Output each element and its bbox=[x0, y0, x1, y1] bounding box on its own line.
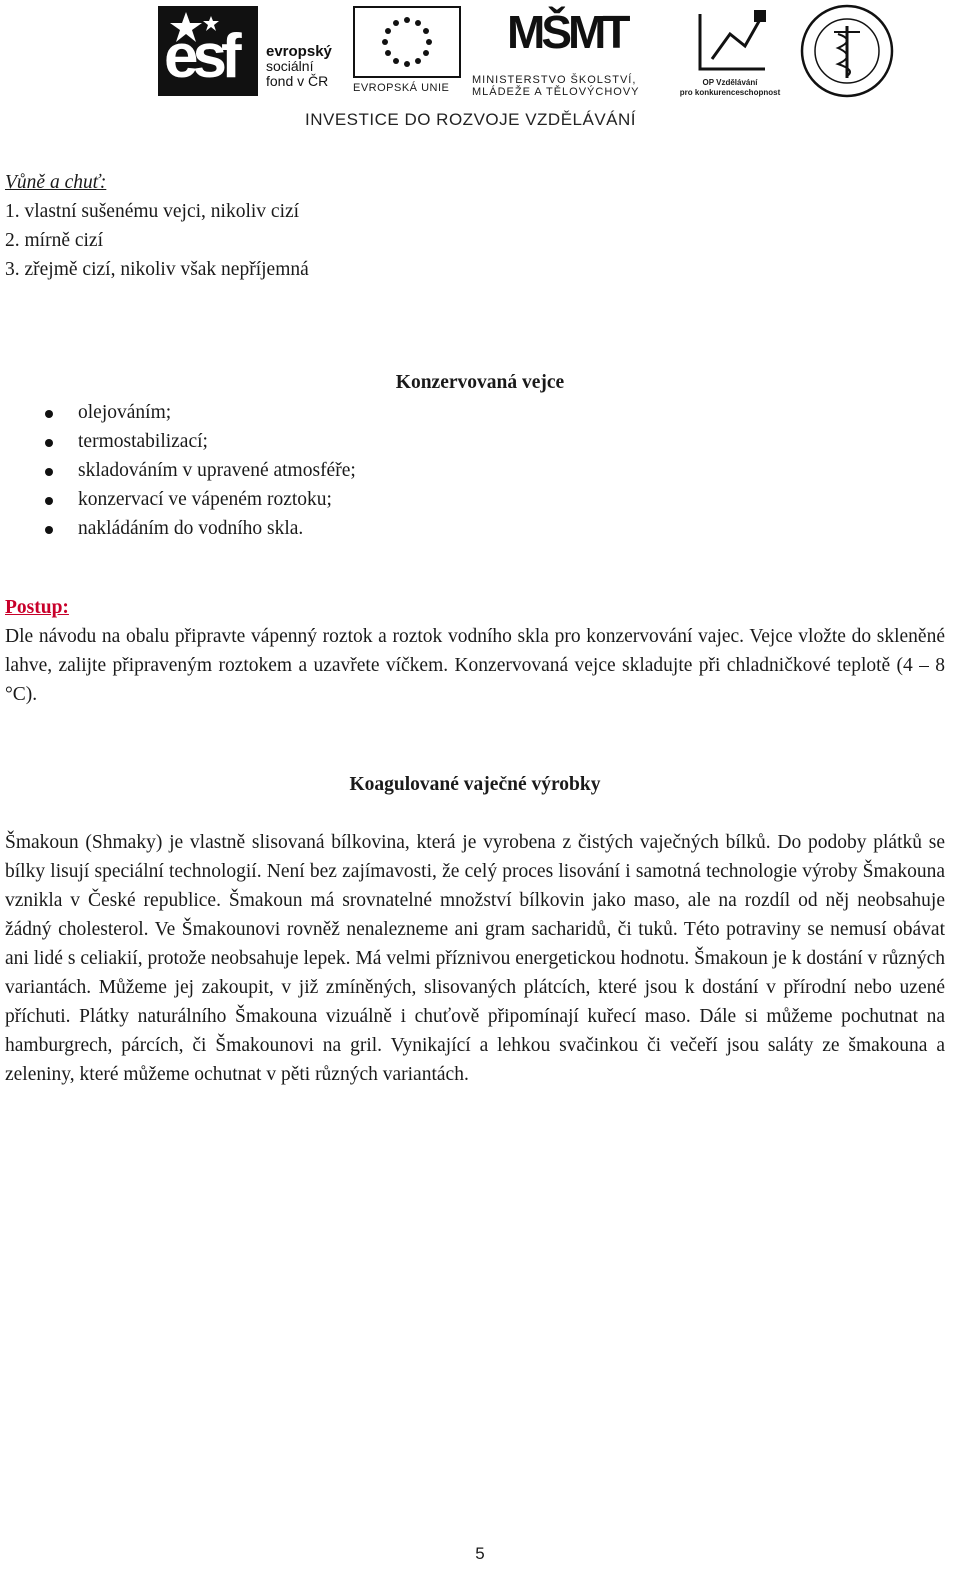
op-line-2: pro konkurenceschopnost bbox=[679, 88, 781, 97]
list-item: olejováním; bbox=[5, 398, 356, 427]
bullet-icon bbox=[45, 439, 53, 447]
list-item: 3. zřejmě cizí, nikoliv však nepříjemná bbox=[5, 259, 309, 280]
smakoun-paragraph: Šmakoun (Shmaky) je vlastně slisovaná bílkovina, která je vyrobena z čistých vaječných bílků. Do podoby plátků se bílky lisují speciální technologií. Není bez zajímavosti, že celý proces lisování i samotná technologie výroby Šmakouna vznikla v České republice. Šmakoun má srovnatelné množství bílkovin jako maso, ale na rozdíl od něj neobsahuje žádný cholesterol. Ve Šmakounovi rovněž nenalezneme ani gram sacharidů, či tuků. Této potraviny se nemusí obávat ani lidé s celiakií, protože neobsahuje lepek. Má velmi příznivou energetickou hodnotu. Šmakoun je k dostání v různých variantách. Můžeme jej zakoupit, v již zmíněných, slisovaných plátcích, které jsou k dostání v přírodní nebo uzené příchuti. Plátky naturálního Šmakouna vizuálně i chuťově připomínají kuřecí maso. Dále si můžeme pochutnat na hamburgrech, párcích, či Šmakounovi na gril. Vynikající a lehkou svačinkou či večeří jsou saláty ze šmakouna a zeleniny, které můžeme ochutnat v pěti různých variantách. bbox=[5, 832, 945, 1085]
esf-logo bbox=[158, 6, 343, 96]
bullet-icon bbox=[45, 468, 53, 476]
page-number: 5 bbox=[475, 1544, 485, 1563]
list-item: nakládáním do vodního skla. bbox=[5, 514, 356, 543]
list-item: 2. mírně cizí bbox=[5, 230, 104, 251]
vfu-seal-logo bbox=[798, 2, 896, 100]
eu-logo bbox=[353, 6, 463, 96]
esf-line-2: sociální bbox=[266, 58, 314, 74]
preserved-eggs-title: Konzervovaná vejce bbox=[395, 372, 565, 393]
eu-flag bbox=[353, 6, 461, 78]
procedure-section bbox=[5, 593, 945, 709]
list-item: konzervací ve vápeném roztoku; bbox=[5, 485, 356, 514]
esf-letters: esf bbox=[164, 22, 236, 91]
list-item: skladováním v upravené atmosféře; bbox=[5, 456, 356, 485]
list-item: termostabilizací; bbox=[5, 427, 356, 456]
caduceus-seal-icon bbox=[798, 2, 896, 100]
eu-stars-icon bbox=[355, 8, 459, 76]
msmt-letters-graphic bbox=[472, 4, 662, 72]
op-graphic-icon bbox=[670, 4, 790, 76]
msmt-line-1: MINISTERSTVO ŠKOLSTVÍ, bbox=[472, 74, 637, 86]
bullet-icon bbox=[45, 497, 53, 505]
tagline: INVESTICE DO ROZVOJE VZDĚLÁVÁNÍ bbox=[305, 110, 637, 129]
esf-line-1: evropský bbox=[266, 43, 332, 60]
bullet-icon bbox=[45, 526, 53, 534]
coagulated-products-title: Koagulované vaječné výrobky bbox=[349, 774, 601, 795]
msmt-logo bbox=[472, 4, 662, 99]
logo-banner bbox=[150, 0, 910, 140]
document-body bbox=[5, 168, 945, 1085]
bullet-icon bbox=[45, 410, 53, 418]
op-logo bbox=[670, 4, 790, 99]
esf-line-3: fond v ČR bbox=[266, 73, 329, 89]
procedure-label: Postup: bbox=[5, 597, 69, 618]
taste-heading: Vůně a chuť: bbox=[5, 172, 107, 193]
msmt-letters: MŠMT bbox=[507, 6, 627, 58]
op-line-1: OP Vzdělávání bbox=[702, 78, 758, 87]
procedure-text: Dle návodu na obalu připravte vápenný roztok a roztok vodního skla pro konzervování vajec. Vejce vložte do skleněné lahve, zalijte připraveným roztokem a uzavřete víčkem. Konzervovaná vejce skladujte při chladničkové teplotě (4 – 8 °C). bbox=[5, 626, 945, 705]
eu-label: EVROPSKÁ UNIE bbox=[353, 82, 450, 94]
preservation-methods-list bbox=[5, 398, 356, 543]
list-item: 1. vlastní sušenému vejci, nikoliv cizí bbox=[5, 201, 300, 222]
taste-list bbox=[5, 197, 945, 284]
msmt-line-2: MLÁDEŽE A TĚLOVÝCHOVY bbox=[472, 86, 640, 98]
